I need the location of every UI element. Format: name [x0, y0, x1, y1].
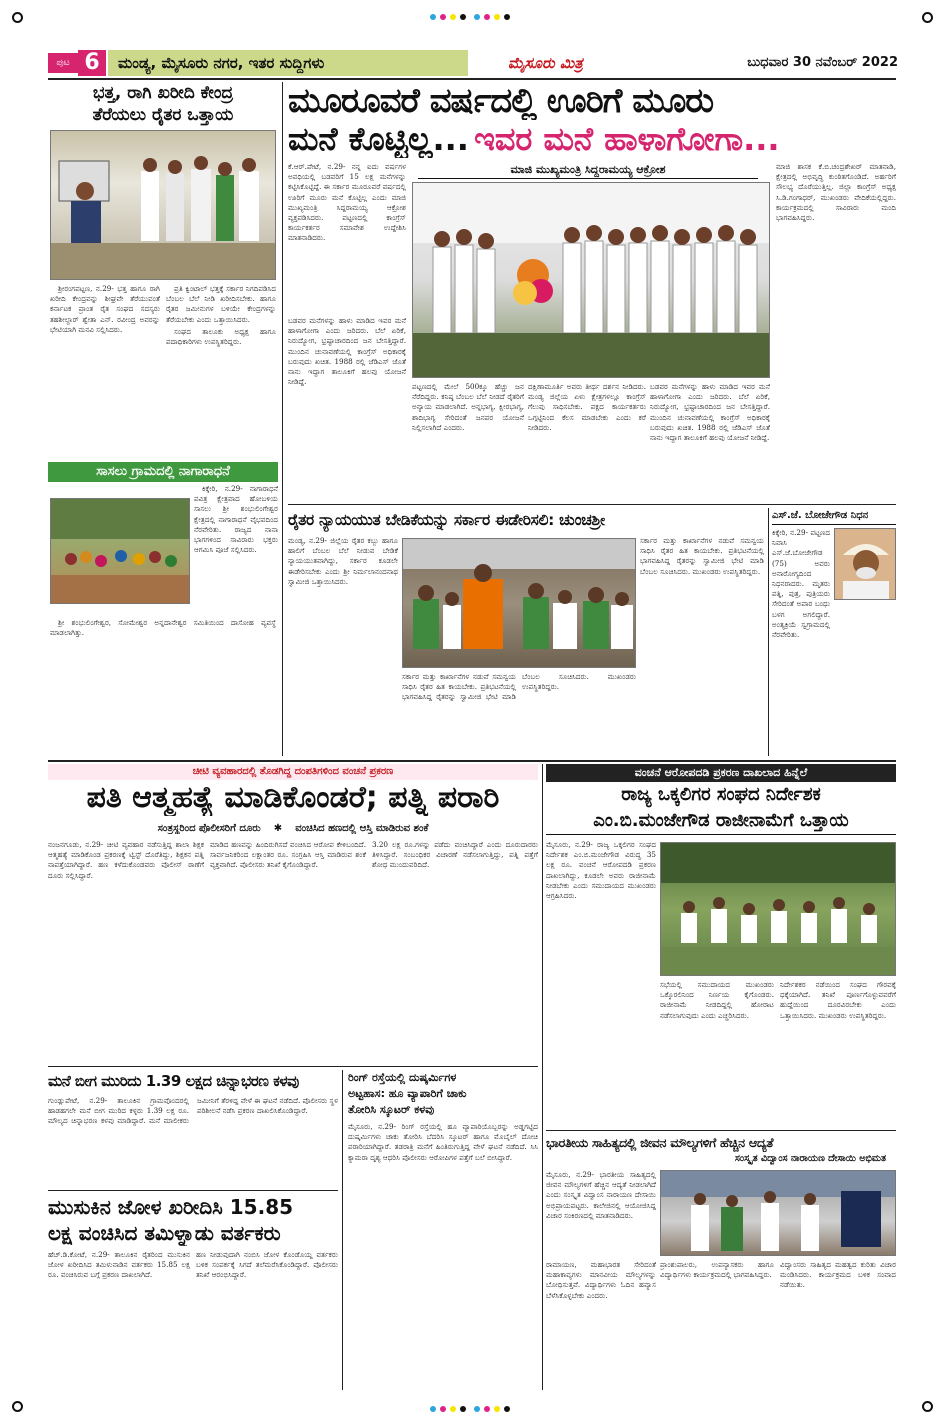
vokkaliga-bottom-rule — [546, 1130, 896, 1131]
chain-body: ಗುಂಡ್ಲುಪೇಟೆ, ನ.29- ತಾಲೂಕಿನ ಗ್ರಾಮವೊಂದರಲ್ಲಿ ಹಾಡಹಗಲೇ ಮನೆ ಬೀಗ ಮುರಿದ ಕಳ್ಳರು 1.39 ಲಕ್ಷ ರೂ. ಮೌಲ್ಯದ ಚಿನ್ನಾಭರಣ ಕಳವು ಮಾಡಿದ್ದಾರೆ. ಮನೆ ಮಾಲೀಕರು ಜಮೀನಿಗೆ ತೆರಳಿದ್ದ ವೇಳೆ ಈ ಘಟನೆ ನಡೆದಿದೆ. ಪೊಲೀಸರು ಸ್ಥಳ ಪರಿಶೀಲನೆ ನಡೆಸಿ ಪ್ರಕರಣ ದಾಖಲಿಸಿಕೊಂಡಿದ್ದಾರೆ. — [48, 1096, 338, 1126]
grain-body — [50, 284, 276, 460]
lead-headline-line-2 — [288, 120, 896, 158]
header-rule — [48, 78, 896, 80]
registration-mark-top-left — [12, 12, 23, 23]
temple-body-side — [194, 484, 278, 616]
vokkaliga-col-2: ಸಭೆಯಲ್ಲಿ ಸಮುದಾಯದ ಮುಖಂಡರು ಒಕ್ಕೊರಲಿನಿಂದ ನಿರ್ಣಯ ಕೈಗೊಂಡರು. ರಾಜೀನಾಮೆ ನೀಡದಿದ್ದಲ್ಲಿ ಹೋರಾಟ ನಡೆಸಲಾಗುವುದು ಎಂದು ಎಚ್ಚರಿಸಿದರು. — [660, 980, 774, 1020]
sahitya-col-3: ವಿದ್ವಾಂಸರು ಸಾಹಿತ್ಯದ ಮಹತ್ವದ ಕುರಿತು ವಿಚಾರ ಮಂಡಿಸಿದರು. ಕಾರ್ಯಕ್ರಮದ ಬಳಿಕ ಸಂವಾದ ನಡೆಯಿತು. — [780, 1260, 896, 1290]
lead-col-3: ಪಟ್ಟಣದಲ್ಲಿ ಮೇಲೆ 500ಕ್ಕೂ ಹೆಚ್ಚು ಜನ ನೆರೆದಿದ್ದರು. ಕನಿಷ್ಠ ಬೆಂಬಲ ಬೆಲೆ ನೀಡದೆ ರೈತರಿಗೆ ಅನ್ಯಾಯ ಮಾಡಲಾಗಿದೆ. ಅನ್ನಭಾಗ್ಯ, ಕ್ಷೀರಭಾಗ್ಯ, ಶಾದಿಭಾಗ್ಯ ಸೇರಿದಂತೆ ಜನಪರ ಯೋಜನೆ ನಿಲ್ಲಿಸಲಾಗಿದೆ ಎಂದರು. — [412, 382, 524, 432]
tamilnadu-col-2: ಹಣ ನೀಡುವುದಾಗಿ ನಂಬಿಸಿ ಜೋಳ ಕೊಂಡೊಯ್ದ ವರ್ತಕರು ಬಳಿಕ ಸಂಪರ್ಕಕ್ಕೆ ಸಿಗದೆ ತಲೆಮರೆಸಿಕೊಂಡಿದ್ದಾರೆ. ಪೊಲೀಸರು ತನಿಖೆ ಆರಂಭಿಸಿದ್ದಾರೆ. — [196, 1250, 338, 1280]
registration-mark-top-right — [922, 12, 933, 23]
ringroad-headline-1: ರಿಂಗ್ ರಸ್ತೆಯಲ್ಲಿ ದುಷ್ಕರ್ಮಿಗಳ — [348, 1071, 457, 1084]
lead-col-2: ಬಡವರ ಮನೆಗಳನ್ನು ಹಾಳು ಮಾಡಿದ ಇವರ ಮನೆ ಹಾಳಾಗೋಗಾ ಎಂದು ಜರಿದರು. ಬೆಲೆ ಏರಿಕೆ, ನಿರುದ್ಯೋಗ, ಭ್ರಷ್ಟಾಚಾರದಿಂದ ಜನ ಬೇಸತ್ತಿದ್ದಾರೆ. ಮುಂದಿನ ಚುನಾವಣೆಯಲ್ಲಿ ಕಾಂಗ್ರೆಸ್ ಅಧಿಕಾರಕ್ಕೆ ಬರುವುದು ಖಚಿತ. 1988 ರಲ್ಲಿ ಜೆಡಿಎಸ್ ಜೊತೆ ನಾನು ಇದ್ದಾಗ ತಾಲೂಕಿಗೆ ಹಲವು ಯೋಜನೆ ನೀಡಿದ್ದೆ. — [288, 316, 406, 387]
farmers-body-right: ಸರ್ಕಾರ ಮತ್ತು ಕಾರ್ಖಾನೆಗಳ ನಡುವೆ ಸಮನ್ವಯ ಸಾಧಿಸಿ ರೈತರ ಹಿತ ಕಾಯಬೇಕು. ಪ್ರತಿಭಟನೆಯಲ್ಲಿ ಭಾಗವಹಿಸಿದ್ದ ರೈತರನ್ನು ಸ್ವಾಮೀಜಿ ಭೇಟಿ ಮಾಡಿ ಬೆಂಬಲ ಸೂಚಿಸಿದರು. ಮುಖಂಡರು ಉಪಸ್ಥಿತರಿದ್ದರು. — [640, 536, 764, 576]
lead-col-5: ಮಾಜಿ ಶಾಸಕ ಕೆ.ಬಿ.ಚಂದ್ರಶೇಖರ್ ಮಾತನಾಡಿ, ಕ್ಷೇತ್ರದಲ್ಲಿ ಅಭಿವೃದ್ಧಿ ಕುಂಠಿತಗೊಂಡಿದೆ. ಅರ್ಹರಿಗೆ ಸೌಲಭ್ಯ ದೊರೆಯುತ್ತಿಲ್ಲ. ಜಿಲ್ಲಾ ಕಾಂಗ್ರೆಸ್ ಅಧ್ಯಕ್ಷ ಸಿ.ಡಿ.ಗಂಗಾಧರ್, ಮುಖಂಡರು ವೇದಿಕೆಯಲ್ಲಿದ್ದರು. ಕಾರ್ಯಕ್ರಮದಲ್ಲಿ ಸಾವಿರಾರು ಮಂದಿ ಭಾಗವಹಿಸಿದ್ದರು. — [776, 162, 896, 223]
lead-col-4b: ಬಡವರ ಮನೆಗಳನ್ನು ಹಾಳು ಮಾಡಿದ ಇವರ ಮನೆ ಹಾಳಾಗೋಗಾ ಎಂದು ಜರಿದರು. ಬೆಲೆ ಏರಿಕೆ, ನಿರುದ್ಯೋಗ, ಭ್ರಷ್ಟಾಚಾರದಿಂದ ಜನ ಬೇಸತ್ತಿದ್ದಾರೆ. ಮುಂದಿನ ಚುನಾವಣೆಯಲ್ಲಿ ಕಾಂಗ್ರೆಸ್ ಅಧಿಕಾರಕ್ಕೆ ಬರುವುದು ಖಚಿತ. 1988 ರಲ್ಲಿ ಜೆಡಿಎಸ್ ಜೊತೆ ನಾನು ಇದ್ದಾಗ ತಾಲೂಕಿಗೆ ಹಲವು ಯೋಜನೆ ನೀಡಿದ್ದೆ. — [650, 382, 770, 443]
temple-para-1: ಕಿಕ್ಕೇರಿ, ನ.29- ನಾಗಾರಾಧನೆ ಪವಿತ್ರ ಕ್ಷೇತ್ರವಾದ ಹೋಬಳಿಯ ಸಾಸಲು ಶ್ರೀ ಶಂಭುಲಿಂಗೇಶ್ವರ ಕ್ಷೇತ್ರದಲ್ಲಿ ನಾಗಾರಾಧನೆ ವೈಭವದಿಂದ ನೆರವೇರಿತು. ರಾಜ್ಯದ ನಾನಾ ಭಾಗಗಳಿಂದ ಸಾವಿರಾರು ಭಕ್ತರು ಆಗಮಿಸಿ ಪೂಜೆ ಸಲ್ಲಿಸಿದರು. — [194, 484, 278, 555]
suicide-kicker: ಚೀಟಿ ವ್ಯವಹಾರದಲ್ಲಿ ತೊಡಗಿದ್ದ ದಂಪತಿಗಳಿಂದ ವಂಚನೆ ಪ್ರಕರಣ — [48, 764, 538, 780]
grain-para-1: ಶ್ರೀರಂಗಪಟ್ಟಣ, ನ.29- ಭತ್ತ ಹಾಗೂ ರಾಗಿ ಖರೀದಿ ಕೇಂದ್ರವನ್ನು ಶೀಘ್ರವೇ ತೆರೆಯುವಂತೆ ಕರ್ನಾಟಕ ಪ್ರಾಂತ ರೈತ ಸಂಘದ ಸದಸ್ಯರು ತಹಶೀಲ್ದಾರ್ ಶ್ವೇತಾ ಎನ್. ರವೀಂದ್ರ ಅವರನ್ನು ಭೇಟಿಯಾಗಿ ಮನವಿ ಸಲ್ಲಿಸಿದರು. — [50, 284, 160, 334]
farmers-headline: ರೈತರ ನ್ಯಾಯಯುತ ಬೇಡಿಕೆಯನ್ನು ಸರ್ಕಾರ ಈಡೇರಿಸಲಿ: ಚುಂಚಶ್ರೀ — [288, 511, 605, 529]
page-header — [48, 50, 896, 76]
sahitya-col-1: ರಾಮಾಯಣ, ಮಹಾಭಾರತ ಸೇರಿದಂತೆ ಮಹಾಕಾವ್ಯಗಳು ಮಾನವೀಯ ಮೌಲ್ಯಗಳನ್ನು ಬೋಧಿಸುತ್ತವೆ. ವಿದ್ಯಾರ್ಥಿಗಳು ಓದಿನ ಹವ್ಯಾಸ ಬೆಳೆಸಿಕೊಳ್ಳಬೇಕು ಎಂದರು. — [546, 1260, 656, 1300]
page-number: 6 — [78, 50, 106, 76]
color-bar-bottom — [430, 1406, 520, 1414]
story-vokkaliga — [546, 764, 896, 1128]
farmers-right-rule — [768, 508, 769, 756]
grain-office-photo — [50, 130, 276, 280]
bullet-icon: ✱ — [273, 823, 283, 834]
suicide-col-2: ಮಾಡಿದ ಹಣವನ್ನು ಹಿಂದಿರುಗಿಸದೆ ವಂಚಿಸಿದ ಆರೋಪ ಕೇಳಿಬಂದಿದೆ. ಸಾರ್ವಜನಿಕರಿಂದ ಲಕ್ಷಾಂತರ ರೂ. ಸಂಗ್ರಹಿಸಿ ಆಸ್ತಿ ಮಾಡಿರುವ ಶಂಕೆ ವ್ಯಕ್ತವಾಗಿದೆ. ಪೊಲೀಸರು ತನಿಖೆ ಕೈಗೊಂಡಿದ್ದಾರೆ. — [210, 840, 366, 870]
suicide-subheads — [48, 816, 538, 834]
chain-headline: ಮನೆ ಬೀಗ ಮುರಿದು 1.39 ಲಕ್ಷದ ಚಿನ್ನಾಭರಣ ಕಳವು — [48, 1072, 299, 1090]
section-title: ಮಂಡ್ಯ, ಮೈಸೂರು ನಗರ, ಇತರ ಸುದ್ದಿಗಳು — [108, 50, 468, 76]
story-temple — [48, 462, 278, 758]
grain-para-2: ಪ್ರತಿ ಕ್ವಿಂಟಾಲ್ ಭತ್ತಕ್ಕೆ ಸರ್ಕಾರ ನಿಗದಿಪಡಿಸಿದ ಬೆಂಬಲ ಬೆಲೆ ನೀಡಿ ಖರೀದಿಸಬೇಕು. ಹಾಗೂ ರೈತರ ಜಮೀನುಗಳ ಬಳಿಯೇ ಕೇಂದ್ರಗಳನ್ನು ತೆರೆಯಬೇಕು ಎಂದು ಒತ್ತಾಯಿಸಿದರು. — [166, 284, 276, 324]
lead-headline-line-1: ಮೂರೂವರೆ ವರ್ಷದಲ್ಲಿ ಊರಿಗೆ ಮೂರು — [288, 82, 714, 120]
story-ringroad — [348, 1070, 538, 1390]
vokkaliga-kicker: ವಂಚನೆ ಆರೋಪದಡಿ ಪ್ರಕರಣ ದಾಖಲಾದ ಹಿನ್ನೆಲೆ — [546, 764, 896, 782]
lead-col-4: ದಕ್ಷಿಣಾಮೂರ್ತಿ ಅವರು ತೀರ್ಥ ದರ್ಶನ ನೀಡಿದರು. ಮಂಡ್ಯ ಜಿಲ್ಲೆಯ ಏಳು ಕ್ಷೇತ್ರಗಳಲ್ಲೂ ಕಾಂಗ್ರೆಸ್ ಗೆಲುವು ಸಾಧಿಸಬೇಕು. ಪಕ್ಷದ ಕಾರ್ಯಕರ್ತರು ಒಗ್ಗಟ್ಟಿನಿಂದ ಕೆಲಸ ಮಾಡಬೇಕು ಎಂದು ಕರೆ ನೀಡಿದರು. — [528, 382, 646, 432]
lead-headline-line-2a: ಮನೆ ಕೊಟ್ಟಿಲ್ಲ... — [288, 120, 469, 158]
suicide-col-3: 3.20 ಲಕ್ಷ ರೂ.ಗಳನ್ನು ಪಡೆದು ವಂಚಿಸಿದ್ದಾರೆ ಎಂದು ದೂರುದಾರರು ತಿಳಿಸಿದ್ದಾರೆ. ಸಂಬಂಧಿಕರ ವಿಚಾರಣೆ ನಡೆಸಲಾಗುತ್ತಿದ್ದು, ಪತ್ನಿ ಪತ್ತೆಗೆ ಶೋಧ ಮುಂದುವರಿದಿದೆ. — [372, 840, 538, 870]
ringroad-headline-2: ಅಟ್ಟಹಾಸ: ಹೂ ವ್ಯಾಪಾರಿಗೆ ಚಾಕು — [348, 1087, 467, 1100]
obituary-body: ಕಿಕ್ಕೇರಿ, ನ.29- ಪಟ್ಟಣದ ನಿವಾಸಿ ಎಸ್.ಜೆ.ಬೋಜೇಗೌಡ (75) ಅವರು ಅನಾರೋಗ್ಯದಿಂದ ನಿಧನರಾದರು. ಮೃತರು ಪತ್ನಿ, ಪುತ್ರ, ಪುತ್ರಿಯರು ಸೇರಿದಂತೆ ಅಪಾರ ಬಂಧು ಬಳಗ ಅಗಲಿದ್ದಾರೆ. ಅಂತ್ಯಕ್ರಿಯೆ ಸ್ವಗ್ರಾಮದಲ್ಲಿ ನೆರವೇರಿತು. — [772, 528, 830, 640]
farmers-protest-photo — [402, 538, 636, 668]
sahitya-top: ಮೈಸೂರು, ನ.29- ಭಾರತೀಯ ಸಾಹಿತ್ಯದಲ್ಲಿ ಜೀವನ ಮೌಲ್ಯಗಳಿಗೆ ಹೆಚ್ಚಿನ ಆದ್ಯತೆ ನೀಡಲಾಗಿದೆ ಎಂದು ಸಂಸ್ಕೃತ ವಿದ್ವಾಂಸ ನಾರಾಯಣ ದೇಸಾಯಿ ಅಭಿಪ್ರಾಯಪಟ್ಟರು. ಕಾಲೇಜಿನಲ್ಲಿ ಆಯೋಜಿಸಿದ್ದ ವಿಚಾರ ಸಂಕಿರಣದಲ್ಲಿ ಮಾತನಾಡಿದರು. — [546, 1170, 656, 1220]
tamilnadu-headline-2: ಲಕ್ಷ ವಂಚಿಸಿದ ತಮಿಳ್ನಾಡು ವರ್ತಕರು — [48, 1221, 281, 1245]
vokkaliga-headline-2: ಎಂ.ಬಿ.ಮಂಜೇಗೌಡ ರಾಜೀನಾಮೆಗೆ ಒತ್ತಾಯ — [546, 808, 896, 835]
suicide-bottom-rule — [48, 1066, 538, 1067]
registration-mark-bottom-right — [922, 1401, 933, 1412]
temple-body-bottom — [50, 618, 276, 756]
ringroad-headline-3: ತೋರಿಸಿ ಸ್ಕೂಟರ್ ಕಳವು — [348, 1103, 435, 1116]
ringroad-body: ಮೈಸೂರು, ನ.29- ರಿಂಗ್ ರಸ್ತೆಯಲ್ಲಿ ಹೂ ವ್ಯಾಪಾರಿಯೊಬ್ಬರನ್ನು ಅಡ್ಡಗಟ್ಟಿದ ದುಷ್ಕರ್ಮಿಗಳು ಚಾಕು ತೋರಿಸಿ ಬೆದರಿಸಿ ಸ್ಕೂಟರ್ ಹಾಗೂ ಮೊಬೈಲ್ ದೋಚಿ ಪರಾರಿಯಾಗಿದ್ದಾರೆ. ತಡರಾತ್ರಿ ಮನೆಗೆ ಹಿಂತಿರುಗುತ್ತಿದ್ದ ವೇಳೆ ಘಟನೆ ನಡೆದಿದೆ. ಸಿಸಿ ಕ್ಯಾಮರಾ ದೃಶ್ಯ ಆಧರಿಸಿ ಪೊಲೀಸರು ಆರೋಪಿಗಳ ಪತ್ತೆಗೆ ಬಲೆ ಬೀಸಿದ್ದಾರೆ. — [348, 1122, 538, 1162]
lead-headline-line-2b: ಇವರ ಮನೆ ಹಾಳಾಗೋಗಾ... — [474, 120, 780, 158]
sahitya-event-photo — [660, 1170, 896, 1256]
temple-para-2: ಶ್ರೀ ಶಂಭುಲಿಂಗೇಶ್ವರ, ಸೋಮೇಶ್ವರ ಅನ್ನದಾನೇಶ್ವರ ಸಮಿತಿಯಿಂದ ದಾಸೋಹ ವ್ಯವಸ್ಥೆ ಮಾಡಲಾಗಿತ್ತು. — [50, 618, 276, 638]
temple-headline: ಸಾಸಲು ಗ್ರಾಮದಲ್ಲಿ ನಾಗಾರಾಧನೆ — [48, 462, 278, 482]
suicide-headline: ಪತಿ ಆತ್ಮಹತ್ಯೆ ಮಾಡಿಕೊಂಡರೆ; ಪತ್ನಿ ಪರಾರಿ — [86, 780, 500, 815]
temple-crowd-photo — [50, 498, 190, 604]
sahitya-subhead: ಸಂಸ್ಕೃತ ವಿದ್ವಾಂಸ ನಾರಾಯಣ ದೇಸಾಯಿ ಅಭಿಮತ — [734, 1153, 886, 1164]
lead-rally-photo — [412, 182, 770, 378]
col-divider-left — [282, 82, 283, 756]
story-farmers — [288, 508, 764, 756]
lead-col-1: ಕೆ.ಆರ್.ಪೇಟೆ, ನ.29- ನನ್ನ ಐದು ವರ್ಷಗಳ ಅವಧಿಯಲ್ಲಿ ಬಡವರಿಗೆ 15 ಲಕ್ಷ ಮನೆಗಳನ್ನು ಕಟ್ಟಿಸಿಕೊಟ್ಟಿದ್ದೆ. ಈ ಸರ್ಕಾರ ಮೂರೂವರೆ ವರ್ಷದಲ್ಲಿ ಊರಿಗೆ ಮೂರು ಮನೆ ಕೊಟ್ಟಿಲ್ಲ ಎಂದು ಮಾಜಿ ಮುಖ್ಯಮಂತ್ರಿ ಸಿದ್ದರಾಮಯ್ಯ ಆಕ್ರೋಶ ವ್ಯಕ್ತಪಡಿಸಿದರು. ಪಟ್ಟಣದಲ್ಲಿ ಕಾಂಗ್ರೆಸ್ ಕಾರ್ಯಕರ್ತರ ಸಮಾವೇಶ ಉದ್ದೇಶಿಸಿ ಮಾತನಾಡಿದರು. — [288, 162, 406, 243]
grain-headline-2: ತೆರೆಯಲು ರೈತರ ಒತ್ತಾಯ — [92, 105, 234, 125]
vokkaliga-meeting-photo — [660, 842, 896, 976]
story-grain — [48, 82, 278, 460]
lead-subhead: ಮಾಜಿ ಮುಖ್ಯಮಂತ್ರಿ ಸಿದ್ದರಾಮಯ್ಯ ಆಕ್ರೋಶ — [418, 162, 758, 179]
sahitya-col-2: ಪ್ರಾಂಶುಪಾಲರು, ಉಪನ್ಯಾಸಕರು ಹಾಗೂ ವಿದ್ಯಾರ್ಥಿಗಳು ಕಾರ್ಯಕ್ರಮದಲ್ಲಿ ಭಾಗವಹಿಸಿದ್ದರು. — [660, 1260, 774, 1280]
lead-story — [288, 82, 896, 502]
color-bar-top — [430, 14, 520, 22]
masthead: ಮೈಸೂರು ಮಿತ್ರ — [508, 54, 583, 72]
suicide-sub-2: ವಂಚಿಸಿದ ಹಣದಲ್ಲಿ ಆಸ್ತಿ ಮಾಡಿರುವ ಶಂಕೆ — [295, 823, 429, 834]
vokkaliga-col-1: ಮೈಸೂರು, ನ.29- ರಾಜ್ಯ ಒಕ್ಕಲಿಗರ ಸಂಘದ ನಿರ್ದೇಶಕ ಎಂ.ಬಿ.ಮಂಜೇಗೌಡ ವಿರುದ್ಧ 35 ಲಕ್ಷ ರೂ. ವಂಚನೆ ಆರೋಪದಡಿ ಪ್ರಕರಣ ದಾಖಲಾಗಿದ್ದು, ಕೂಡಲೇ ಅವರು ರಾಜೀನಾಮೆ ನೀಡಬೇಕು ಎಂದು ಸಮುದಾಯದ ಮುಖಂಡರು ಆಗ್ರಹಿಸಿದರು. — [546, 840, 656, 901]
page-date: ಬುಧವಾರ 30 ನವೆಂಬರ್ 2022 — [747, 55, 898, 70]
farmers-body-left: ಮಂಡ್ಯ, ನ.29- ಜಿಲ್ಲೆಯ ರೈತರ ಕಬ್ಬು ಹಾಗೂ ಹಾಲಿಗೆ ಬೆಂಬಲ ಬೆಲೆ ನೀಡುವ ಬೇಡಿಕೆ ನ್ಯಾಯಯುತವಾಗಿದ್ದು, ಸರ್ಕಾರ ಕೂಡಲೇ ಈಡೇರಿಸಬೇಕು ಎಂದು ಶ್ರೀ ನಿರ್ಮಲಾನಂದನಾಥ ಸ್ವಾಮೀಜಿ ಒತ್ತಾಯಿಸಿದರು. — [288, 536, 398, 586]
story-sahitya — [546, 1134, 896, 1390]
story-obituary — [772, 508, 896, 756]
page-label: ಪುಟ — [48, 53, 78, 73]
ringroad-left-rule — [342, 1070, 343, 1390]
sahitya-headline: ಭಾರತೀಯ ಸಾಹಿತ್ಯದಲ್ಲಿ ಜೀವನ ಮೌಲ್ಯಗಳಿಗೆ ಹೆಚ್ಚಿನ ಆದ್ಯತೆ — [546, 1135, 774, 1150]
tamilnadu-col-1: ಹೆಚ್.ಡಿ.ಕೋಟೆ, ನ.29- ತಾಲೂಕಿನ ರೈತರಿಂದ ಮುಸುಕಿನ ಜೋಳ ಖರೀದಿಸಿದ ತಮಿಳುನಾಡಿನ ವರ್ತಕರು 15.85 ಲಕ್ಷ ರೂ. ವಂಚಿಸಿರುವ ಬಗ್ಗೆ ಪ್ರಕರಣ ದಾಖಲಾಗಿದೆ. — [48, 1250, 190, 1280]
lead-bottom-rule — [288, 504, 896, 505]
story-suicide — [48, 764, 538, 1064]
grain-para-3: ಸಂಘದ ತಾಲೂಕು ಅಧ್ಯಕ್ಷ ಹಾಗೂ ಪದಾಧಿಕಾರಿಗಳು ಉಪಸ್ಥಿತರಿದ್ದರು. — [166, 326, 276, 347]
vokkaliga-col-3: ನಿರ್ದೇಶಕರ ನಡೆಯಿಂದ ಸಂಘದ ಗೌರವಕ್ಕೆ ಧಕ್ಕೆಯಾಗಿದೆ. ತನಿಖೆ ಪೂರ್ಣಗೊಳ್ಳುವವರೆಗೆ ಹುದ್ದೆಯಿಂದ ದೂರವಿರಬೇಕು ಎಂದು ಒತ್ತಾಯಿಸಿದರು. ಮುಖಂಡರು ಉಪಸ್ಥಿತರಿದ್ದರು. — [780, 980, 896, 1020]
farmers-body-mid: ಸರ್ಕಾರ ಮತ್ತು ಕಾರ್ಖಾನೆಗಳ ನಡುವೆ ಸಮನ್ವಯ ಸಾಧಿಸಿ ರೈತರ ಹಿತ ಕಾಯಬೇಕು. ಪ್ರತಿಭಟನೆಯಲ್ಲಿ ಭಾಗವಹಿಸಿದ್ದ ರೈತರನ್ನು ಸ್ವಾಮೀಜಿ ಭೇಟಿ ಮಾಡಿ ಬೆಂಬಲ ಸೂಚಿಸಿದರು. ಮುಖಂಡರು ಉಪಸ್ಥಿತರಿದ್ದರು. — [402, 672, 636, 702]
suicide-sub-1: ಸಂತ್ರಸ್ಥರಿಂದ ಪೊಲೀಸರಿಗೆ ದೂರು — [157, 823, 261, 834]
grain-headline-1: ಭತ್ತ, ರಾಗಿ ಖರೀದಿ ಕೇಂದ್ರ — [92, 83, 234, 103]
suicide-col-1: ನಂಜನಗೂಡು, ನ.29- ಚೀಟಿ ವ್ಯವಹಾರ ನಡೆಸುತ್ತಿದ್ದ ಶಾಲಾ ಶಿಕ್ಷಕ ಆತ್ಮಹತ್ಯೆ ಮಾಡಿಕೊಂಡ ಪ್ರಕರಣಕ್ಕೆ ಟ್ವಿಸ್ಟ್ ದೊರೆತಿದ್ದು, ಶಿಕ್ಷಕನ ಪತ್ನಿ ನಾಪತ್ತೆಯಾಗಿದ್ದಾರೆ. ಹಣ ಕಳೆದುಕೊಂಡವರು ಪೊಲೀಸ್ ಠಾಣೆಗೆ ದೂರು ಸಲ್ಲಿಸಿದ್ದಾರೆ. — [48, 840, 204, 880]
registration-mark-bottom-left — [12, 1401, 23, 1412]
chain-bottom-rule — [48, 1190, 338, 1191]
right-block-rule — [542, 764, 543, 1390]
obituary-headline: ಎಸ್.ಜೆ. ಬೋಜೇಗೌಡ ನಿಧನ — [772, 508, 896, 525]
story-chain — [48, 1070, 338, 1188]
middle-rule — [48, 760, 896, 762]
vokkaliga-headline-1: ರಾಜ್ಯ ಒಕ್ಕಲಿಗರ ಸಂಘದ ನಿರ್ದೇಶಕ — [621, 784, 821, 805]
story-tamilnadu — [48, 1194, 338, 1390]
tamilnadu-headline-1: ಮುಸುಕಿನ ಜೋಳ ಖರೀದಿಸಿ 15.85 — [48, 1195, 294, 1219]
